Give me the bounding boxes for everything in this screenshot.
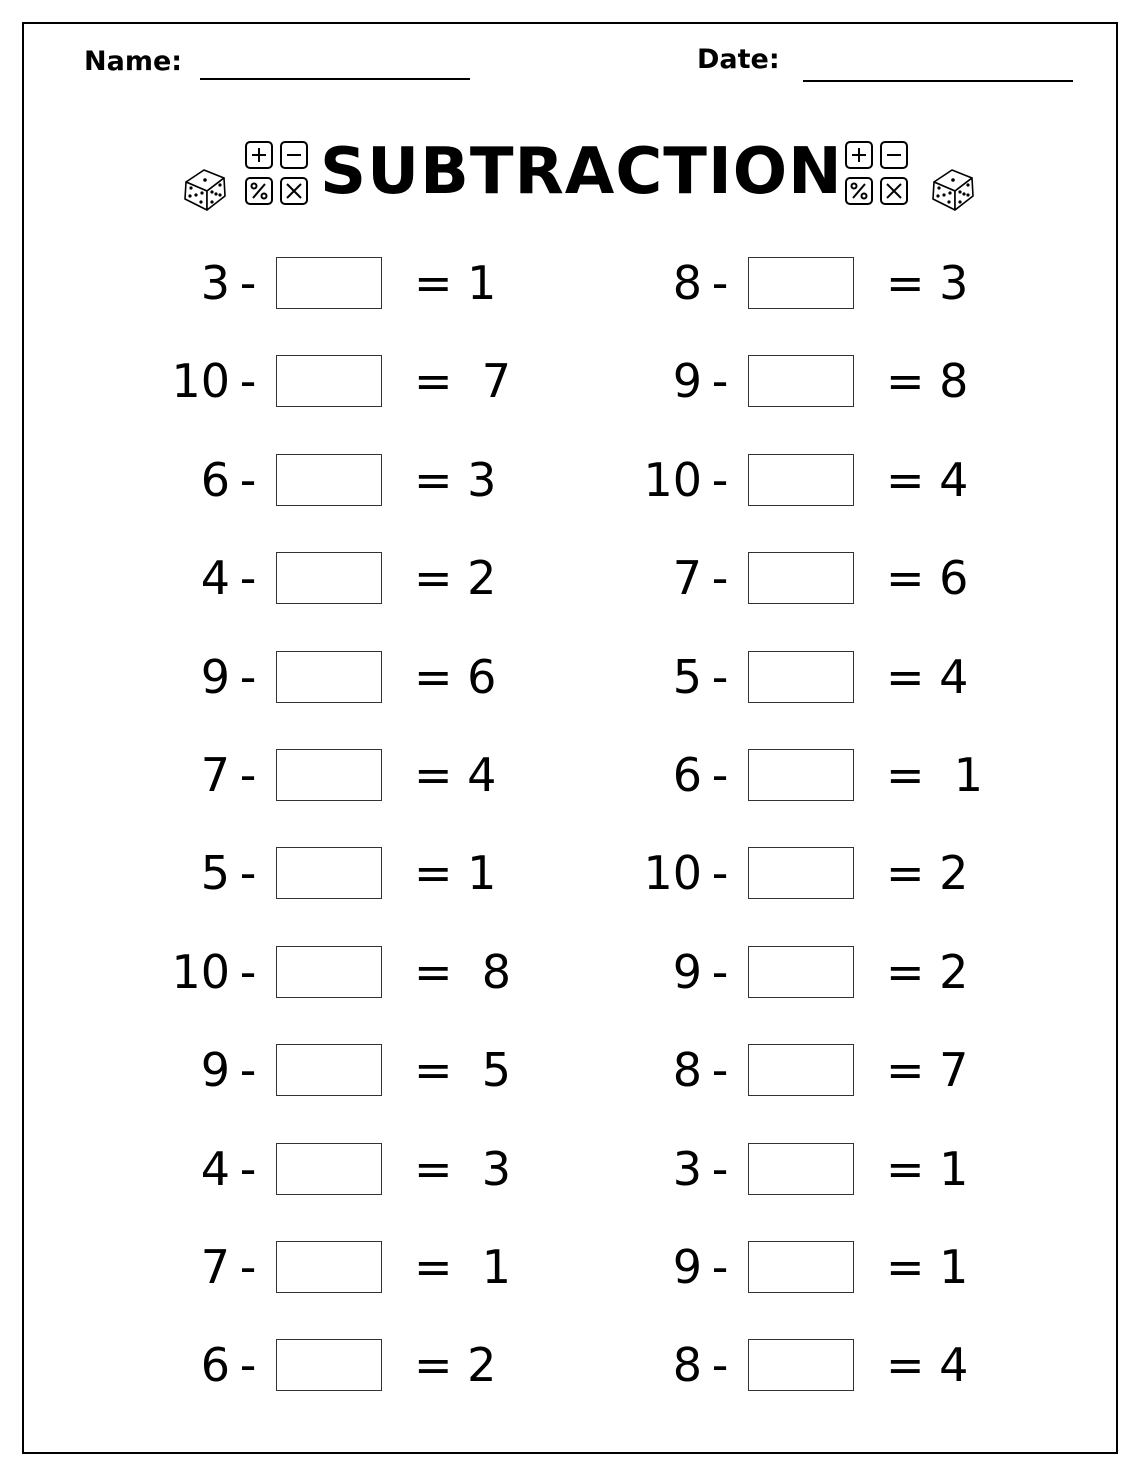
problem-row: [140, 1141, 520, 1197]
problem-row: [612, 845, 992, 901]
result: = 4: [886, 453, 969, 507]
answer-box[interactable]: [276, 1339, 382, 1391]
date-label: Date:: [697, 44, 780, 75]
page-title: SUBTRACTION: [320, 135, 843, 209]
answer-box[interactable]: [748, 454, 854, 506]
problem-row: [140, 452, 520, 508]
answer-box[interactable]: [748, 651, 854, 703]
minus-sign: -: [239, 1338, 257, 1392]
minuend: 9: [672, 945, 702, 999]
minuend: 10: [171, 945, 230, 999]
result: = 6: [414, 650, 497, 704]
minus-sign: -: [711, 748, 729, 802]
minuend: 10: [643, 846, 702, 900]
answer-box[interactable]: [276, 749, 382, 801]
minuend: 3: [672, 1142, 702, 1196]
problem-row: [612, 1337, 992, 1393]
problem-row: [140, 550, 520, 606]
answer-box[interactable]: [276, 552, 382, 604]
problem-row: [140, 1042, 520, 1098]
answer-box[interactable]: [276, 651, 382, 703]
minus-sign: -: [239, 1240, 257, 1294]
answer-box[interactable]: [748, 1044, 854, 1096]
result: = 1: [414, 256, 497, 310]
answer-box[interactable]: [276, 1241, 382, 1293]
minus-sign: -: [711, 1338, 729, 1392]
minus-sign: -: [711, 256, 729, 310]
result: = 2: [414, 551, 497, 605]
answer-box[interactable]: [748, 847, 854, 899]
minuend: 8: [672, 256, 702, 310]
result: = 7: [414, 354, 512, 408]
math-operations-icon: [244, 140, 310, 206]
result: = 1: [414, 1240, 512, 1294]
minuend: 9: [672, 1240, 702, 1294]
dice-icon: [180, 164, 230, 214]
result: = 4: [886, 1338, 969, 1392]
minuend: 9: [672, 354, 702, 408]
result: = 7: [886, 1043, 969, 1097]
answer-box[interactable]: [748, 552, 854, 604]
answer-box[interactable]: [748, 355, 854, 407]
minuend: 10: [643, 453, 702, 507]
date-field[interactable]: [803, 80, 1073, 82]
minus-sign: -: [239, 453, 257, 507]
problem-row: [612, 353, 992, 409]
answer-box[interactable]: [276, 847, 382, 899]
minus-sign: -: [239, 846, 257, 900]
answer-box[interactable]: [276, 257, 382, 309]
problem-row: [612, 452, 992, 508]
minus-sign: -: [239, 354, 257, 408]
result: = 1: [886, 748, 984, 802]
result: = 4: [886, 650, 969, 704]
problem-row: [612, 944, 992, 1000]
result: = 2: [886, 846, 969, 900]
result: = 5: [414, 1043, 512, 1097]
problem-row: [612, 649, 992, 705]
result: = 2: [414, 1338, 497, 1392]
answer-box[interactable]: [748, 946, 854, 998]
problem-row: [140, 944, 520, 1000]
minuend: 4: [200, 1142, 230, 1196]
minuend: 9: [200, 650, 230, 704]
name-field[interactable]: [200, 78, 470, 80]
name-label: Name:: [84, 46, 183, 77]
minus-sign: -: [711, 650, 729, 704]
problem-row: [612, 1042, 992, 1098]
problem-row: [140, 1239, 520, 1295]
problem-row: [612, 747, 992, 803]
minus-sign: -: [711, 354, 729, 408]
result: = 1: [886, 1240, 969, 1294]
answer-box[interactable]: [276, 1044, 382, 1096]
minus-sign: -: [239, 945, 257, 999]
minus-sign: -: [711, 453, 729, 507]
problem-row: [612, 550, 992, 606]
answer-box[interactable]: [748, 1339, 854, 1391]
answer-box[interactable]: [748, 1143, 854, 1195]
answer-box[interactable]: [748, 749, 854, 801]
result: = 4: [414, 748, 497, 802]
result: = 8: [414, 945, 512, 999]
minus-sign: -: [239, 650, 257, 704]
answer-box[interactable]: [276, 454, 382, 506]
minus-sign: -: [711, 1043, 729, 1097]
problem-row: [612, 255, 992, 311]
minus-sign: -: [239, 551, 257, 605]
math-operations-icon: [844, 140, 910, 206]
problem-row: [612, 1141, 992, 1197]
minuend: 9: [200, 1043, 230, 1097]
minus-sign: -: [711, 1240, 729, 1294]
minuend: 10: [171, 354, 230, 408]
result: = 2: [886, 945, 969, 999]
minuend: 7: [672, 551, 702, 605]
answer-box[interactable]: [276, 355, 382, 407]
answer-box[interactable]: [748, 1241, 854, 1293]
dice-icon: [928, 164, 978, 214]
minus-sign: -: [239, 1043, 257, 1097]
result: = 1: [886, 1142, 969, 1196]
result: = 3: [414, 453, 497, 507]
minuend: 4: [200, 551, 230, 605]
minuend: 5: [672, 650, 702, 704]
answer-box[interactable]: [276, 1143, 382, 1195]
answer-box[interactable]: [276, 946, 382, 998]
minuend: 7: [200, 748, 230, 802]
minus-sign: -: [711, 1142, 729, 1196]
minuend: 5: [200, 846, 230, 900]
problem-row: [140, 845, 520, 901]
result: = 1: [414, 846, 497, 900]
minuend: 8: [672, 1338, 702, 1392]
minuend: 6: [672, 748, 702, 802]
minus-sign: -: [239, 748, 257, 802]
result: = 3: [414, 1142, 512, 1196]
problem-row: [140, 747, 520, 803]
minuend: 7: [200, 1240, 230, 1294]
problem-row: [140, 649, 520, 705]
minus-sign: -: [239, 1142, 257, 1196]
minus-sign: -: [711, 846, 729, 900]
minus-sign: -: [239, 256, 257, 310]
answer-box[interactable]: [748, 257, 854, 309]
problem-row: [612, 1239, 992, 1295]
result: = 6: [886, 551, 969, 605]
result: = 3: [886, 256, 969, 310]
minuend: 3: [200, 256, 230, 310]
minus-sign: -: [711, 945, 729, 999]
minuend: 6: [200, 1338, 230, 1392]
result: = 8: [886, 354, 969, 408]
problem-row: [140, 353, 520, 409]
minuend: 8: [672, 1043, 702, 1097]
minus-sign: -: [711, 551, 729, 605]
problem-row: [140, 1337, 520, 1393]
problem-row: [140, 255, 520, 311]
minuend: 6: [200, 453, 230, 507]
